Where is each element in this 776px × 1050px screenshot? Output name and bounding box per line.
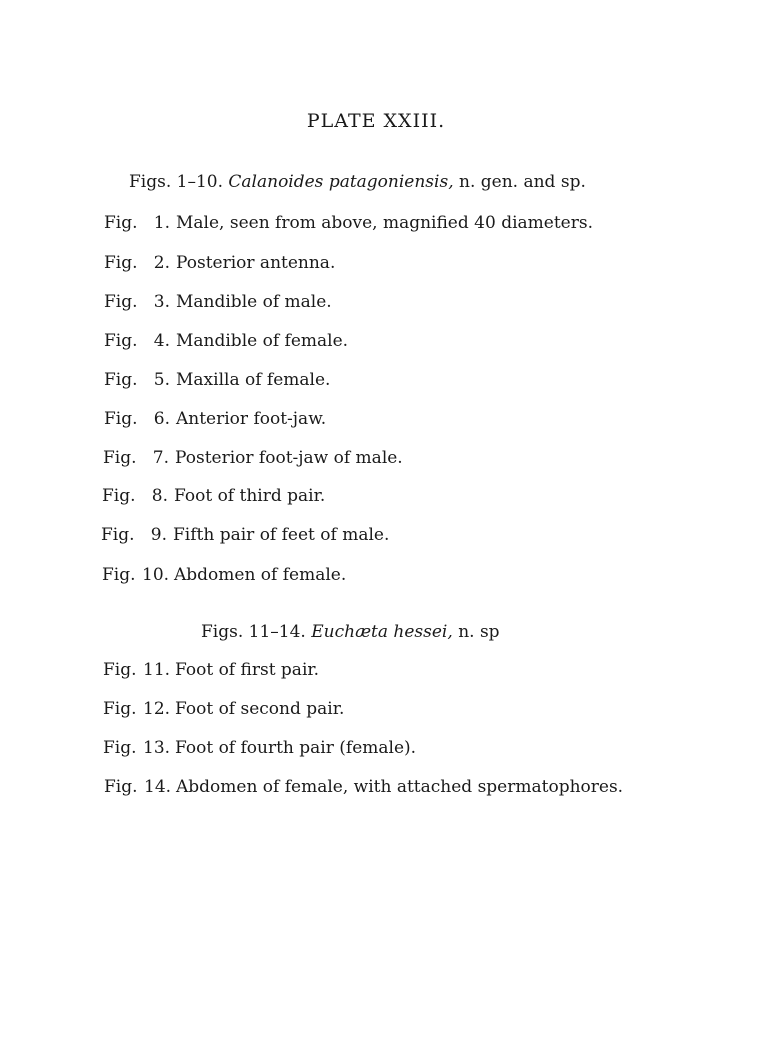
fig-description: Male, seen from above, magnified 40 diameters.: [176, 213, 593, 233]
fig-description: Mandible of female.: [176, 331, 349, 351]
figure-entry-8: [102, 485, 325, 507]
fig-description: Foot of third pair.: [174, 486, 326, 506]
figure-entry-2: [104, 252, 335, 274]
plate-title: PLATE XXIII.: [306, 110, 446, 132]
fig-description: Posterior antenna.: [176, 253, 336, 273]
fig-label: Fig.: [103, 699, 137, 719]
figure-entry-7: [103, 447, 403, 469]
figure-entry-13: [103, 737, 416, 759]
figure-entry-9: [101, 524, 389, 546]
fig-description: Abdomen of female, with attached spermatophores.: [176, 777, 624, 797]
fig-number: 13.: [143, 738, 171, 758]
figure-entry-6: [104, 408, 326, 430]
fig-number: 2.: [153, 253, 170, 273]
figure-entry-3: [104, 291, 332, 313]
fig-number: 9.: [150, 525, 167, 545]
fig-description: Mandible of male.: [176, 292, 332, 312]
fig-number: 4.: [153, 331, 170, 351]
fig-description: Foot of first pair.: [175, 660, 320, 680]
fig-number: 5.: [153, 370, 170, 390]
section-heading-prefix: Figs. 1–10.: [129, 172, 223, 192]
fig-number: 11.: [143, 660, 171, 680]
figure-entry-11: [103, 659, 319, 681]
figure-entry-12: [103, 698, 344, 720]
fig-label: Fig.: [104, 409, 138, 429]
species-name: Calanoides patagoniensis,: [228, 172, 454, 192]
fig-label: Fig.: [104, 331, 138, 351]
figure-entry-10: [102, 564, 346, 586]
fig-label: Fig.: [104, 370, 138, 390]
fig-label: Fig.: [104, 777, 138, 797]
fig-number: 14.: [144, 777, 172, 797]
figure-entry-5: [104, 369, 330, 391]
fig-description: Foot of fourth pair (female).: [175, 738, 417, 758]
section-heading-euchaeta: [201, 622, 500, 642]
fig-label: Fig.: [102, 565, 136, 585]
fig-description: Abdomen of female.: [174, 565, 347, 585]
fig-label: Fig.: [103, 448, 137, 468]
fig-number: 8.: [151, 486, 168, 506]
fig-description: Fifth pair of feet of male.: [173, 525, 390, 545]
fig-description: Anterior foot-jaw.: [176, 409, 327, 429]
fig-description: Posterior foot-jaw of male.: [175, 448, 403, 468]
fig-number: 10.: [142, 565, 170, 585]
fig-number: 6.: [153, 409, 170, 429]
fig-description: Maxilla of female.: [176, 370, 331, 390]
figure-entry-14: [104, 776, 623, 798]
fig-label: Fig.: [103, 738, 137, 758]
fig-label: Fig.: [104, 213, 138, 233]
figure-entry-4: [104, 330, 348, 352]
species-name: Euchæta hessei,: [311, 622, 453, 642]
fig-number: 12.: [143, 699, 171, 719]
fig-number: 7.: [152, 448, 169, 468]
section-heading-prefix: Figs. 11–14.: [201, 622, 306, 642]
section-heading-suffix: n. gen. and sp.: [459, 172, 586, 192]
fig-label: Fig.: [104, 292, 138, 312]
section-heading-calanoides: [129, 172, 586, 192]
fig-label: Fig.: [102, 486, 136, 506]
fig-label: Fig.: [104, 253, 138, 273]
fig-description: Foot of second pair.: [175, 699, 345, 719]
figure-entry-1: [104, 212, 593, 234]
fig-label: Fig.: [103, 660, 137, 680]
fig-number: 1.: [153, 213, 170, 233]
fig-label: Fig.: [101, 525, 135, 545]
fig-number: 3.: [153, 292, 170, 312]
section-heading-suffix: n. sp: [458, 622, 500, 642]
